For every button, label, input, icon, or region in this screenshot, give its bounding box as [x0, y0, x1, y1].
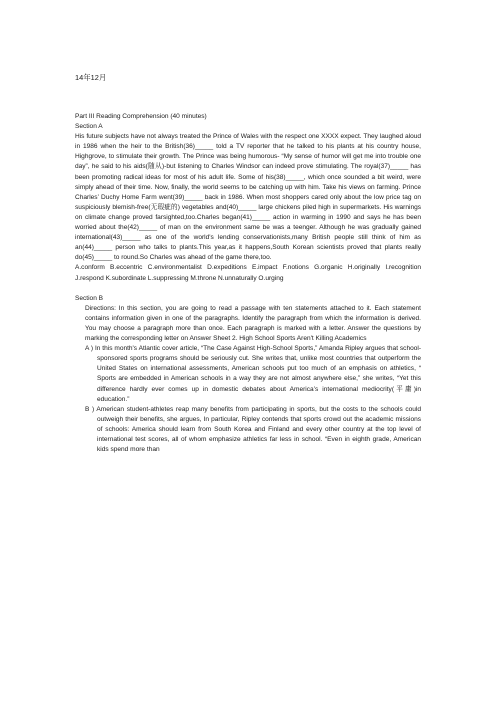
section-a-options: A.conform B.eccentric C.environmentalist D.expeditions E.impact F.notions G.organic H.originally I.recognition J.respond K.subordinate L.suppressing M.throne N.unnaturally O.urging [75, 264, 421, 282]
paragraph-a: A ) In this month's Atlantic cover article, “The Case Against High-School Sports,” Amanda Ripley argues that school-sponsored sports programs should be seriously cut. She writes that, unlike most countries that outperform the United States on international assessments, American schools put too much of an emphasis on athletics, “ Sports are embedded in American schools in a way they are not almost anywhere else,” she writes, “Yet this difference hardly ever comes up in domestic debates about America’s international mediocrity(平庸)in education.” [85, 345, 421, 403]
section-a-passage: His future subjects have not always treated the Prince of Wales with the respect one XXXX expect. They laughed aloud in 1986 when the heir to the British(36)_____ told a TV reporter that he talked to his plants at his country house, Highgrove, to stimulate their growth. The Prince was being humorous- “My sense of humor will get me into trouble one day”, he said to his aids(随从)-but listening to Charles Windsor can indeed prove stimulating. The royal(37)_____ has been promoting radical ideas for most of his adult life. Some of his(38)_____, which once sounded a bit weird, were simply ahead of their time. Now, finally, the world seems to be catching up with him. Take his views on farming. Prince Charles’ Duchy Home Farm went(39)_____ back in 1986. When most shoppers cared only about the low price tag on suspiciously blemish-free(无瑕疵的) vegetables and(40)_____ large chickens piled high in supermarkets. His warnings on climate change proved farsighted,too.Charles began(41)_____ action in warming in 1990 and says he has been worried about the(42)_____ of man on the environment same be was a teenger. Although he was gradually gained international(43)_____ as one of the world's lending conservationists,many British people still think of him as an(44)_____ person who talks to plants.This year,as it happens,South Korean scientists proved that plants really do(45)_____ to round.So Charles was ahead of the game there,too. [75, 133, 421, 262]
page-header-date: 14年12月 [75, 73, 107, 82]
section-b-directions: Directions: In this section, you are going to read a passage with ten statements attached to it. Each statement contains information given in one of the paragraphs. Identify the paragraph from which the information is derived. You may choose a paragraph more than once. Each paragraph is marked with a letter. Answer the questions by marking the corresponding letter on Answer Sheet 2. High School Sports Aren't Killing Academics [85, 304, 421, 343]
section-a-title: Section A [75, 123, 103, 131]
spacer [75, 284, 421, 294]
part-title: Part III Reading Comprehension (40 minutes) [75, 113, 207, 120]
section-b-title: Section B [75, 294, 104, 302]
document-body [75, 112, 421, 455]
paragraph-b: B ) American student-athletes reap many benefits from participating in sports, but the costs to the schools could outweigh their benefits, she argues, In particular, Ripley contends that sports crowd out the academic missions of schools: America should learn from South Korea and Finland and every other country at the top level of international test scores, all of whom emphasize athletics far less in school. “Even in eighth grade, American kids spend more than [85, 405, 421, 454]
